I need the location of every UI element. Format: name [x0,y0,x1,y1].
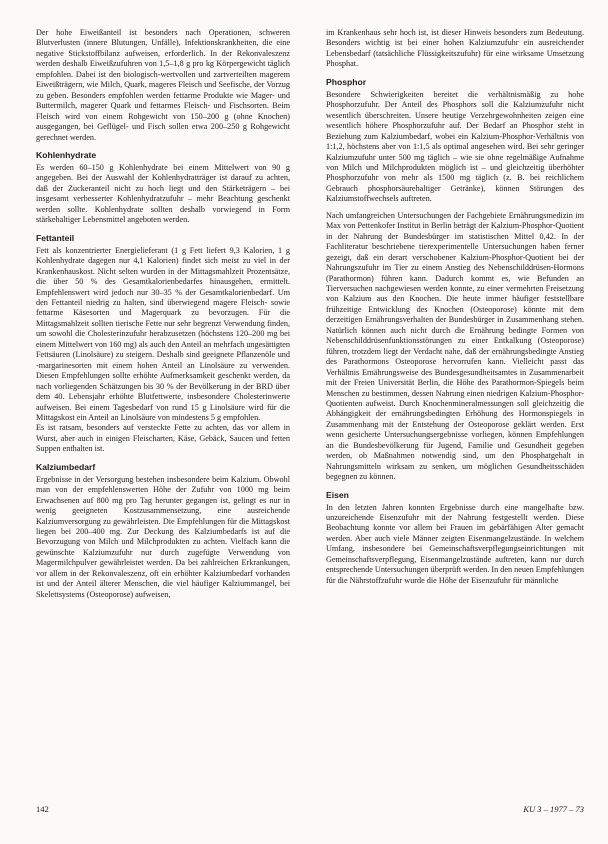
journal-reference: KU 3 – 1977 – 73 [523,804,584,814]
paragraph: im Krankenhaus sehr hoch ist, ist dieser Hinweis besonders zum Bedeutung. Besonders wichtig ist bei einer hohen Kalziumzufuhr ein ausreichender Lebensbedarf (tatsächliche Flüssigkeitszufuhr) für eine wirksame Umsetzung Phosphat. [326,28,584,69]
paragraph: Besondere Schwierigkeiten bereitet die verhältnismäßig zu hohe Phosphorzufuhr. Der Anteil des Phosphors soll die Kalziumzufuhr nicht wesentlich überschreiten. Unsere heutige Verzehrgewohnheiten zeigen eine wesentlich höhere Phosphorzufuhr auf. Der Bedarf an Phosphor steht in Beziehung zum Kalziumbedarf, wobei ein Kalzium-Phosphor-Verhältnis von 1:1,2, höchstens aber von 1:1,5 als optimal angesehen wird. Bei sehr geringer Kalziumzufuhr unter 500 mg täglich – wie sie ohne regelmäßige Aufnahme von Milch und Milchprodukten möglich ist – und gleichzeitig überhöhter Phosphorzufuhr von mehr als 1500 mg täglich (z. B. bei reichlichem Gebrauch phosphorsäurehaltiger Getränke), können Störungen des Kalziumstoffwechsels auftreten. [326,89,584,204]
paragraph: In den letzten Jahren konnten Ergebnisse durch eine mangelhafte bzw. unzureichende Eisenzufuhr mit der Nahrung festgestellt werden. Diese Beobachtung konnte vor allem bei Frauen im gebärfähigen Alter gemacht werden. Aber auch viele Männer zeigten Eisenmangelzustände. In welchem Umfang, insbesondere bei Gemeinschaftsverpflegungseinrichtungen mit Gemeinschaftsverpflegung, Eisenmangelzustände auftreten, kann nur durch entsprechende Untersuchungen überprüft werden. In den neuen Empfehlungen für die Nährstoffzufuhr wurde die Höhe der Eisenzufuhr für männliche [326,502,584,585]
paragraph: Fett als konzentrierter Energielieferant (1 g Fett liefert 9,3 Kalorien, 1 g Kohlenhydrate dagegen nur 4,1 Kalorien) findet sich meist zu viel in der Krankenhauskost. Nicht selten wurden in der Mittagsmahlzeit Prozentsätze, die über 50 % des Gesamtkalorienbedarfes hinausgehen, ermittelt. Empfehlenswert wird jedoch nur 30–35 % der Gesamtkalorienbedarf. Um den Fettanteil niedrig zu halten, sind überwiegend magere Fleisch- sowie fettarme Käsesorten und Magerquark zu bevorzugen. Für die Mittagsmahlzeit sollten tierische Fette nur sehr begrenzt Verwendung finden, um sowohl die Cholesterinzufuhr herabzusetzen (höchstens 120–200 mg bei einem Mittelwert von 160 mg) als auch den Anteil an mehrfach ungesättigten Fettsäuren (Linolsäure) zu steigern. Deshalb sind geeignete Pflanzenöle und -margarinesorten mit einem hohen Anteil an Linolsäure zu verwenden. Diesen Empfehlungen sollte erhöhte Aufmerksamkeit geschenkt werden, da nach vorliegenden Schätzungen bis 30 % der Bevölkerung in der BRD über dem 40. Lebensjahr erhöhte Blutfettwerte, insbesondere Cholesterinwerte aufweisen. Bei einem Tagesbedarf von rund 15 g Linolsäure wird für die Mittagskost ein Anteil an Linolsäure von mindestens 5 g empfohlen. [36,245,290,422]
paragraph: Nach umfangreichen Untersuchungen der Fachgebiete Ernährungsmedizin im Max von Pettenkofer Institut in Berlin beträgt der Kalzium-Phosphor-Quotient in der Nahrung der Bundesbürger im statistischen Mittel 0,42. In der Fachliteratur beschriebene tierexperimentelle Untersuchungen haben ferner gezeigt, daß ein derart verschobener Kalzium-Phosphor-Quotient bei der Nahrungszufuhr im Tier zu einem Anstieg des Nebenschilddrüsen-Hormons (Parathormon) führen kann. Dadurch kommt es, wie Befunden an Tierversuchen nachgewiesen werden konnte, zu einer vermehrten Freisetzung von Kalzium aus den Knochen. Die heute immer häufiger feststellbare frühzeitige Entwicklung des Knochen (Osteoporose) könnte mit dem derzeitigen Ernährungsverhalten der Bundesbürger in Zusammenhang stehen. Natürlich können auch nicht durch die Ernährung bedingte Formen von Nebenschilddrüsenfunktionsstörungen zu einer Entkalkung (Osteoporose) führen, trotzdem liegt der Verdacht nahe, daß der ernährungsbedingte Anstieg des Parathormons Osteoporose hervorrufen kann. Vielleicht passt das Verhältnis Ernährungsweise des Bundesgesundheitsamtes in Zusammenarbeit mit der Freien Universität Berlin, die Höhe des Parathormon-Spiegels beim Menschen zu bestimmen, dessen Nahrung einen niedrigen Kalzium-Phosphor-Quotienten aufweist. Durch Knochenmineralmessungen soll gleichzeitig die Abhängigkeit der ernährungsbedingten Erhöhung des Hormonspiegels in Zusammenhang mit der Entstehung der Osteoporose geklärt werden. Erst wenn gesicherte Untersuchungsergebnisse vorliegen, können Empfehlungen an die Bundesbevölkerung für Jugend, Familie und Gesundheit gegeben werden, ob Maßnahmen notwendig sind, um den Phosphatgehalt in Nahrungsmitteln wirksam zu senken, um möglichen Gesundheitsschäden begegnen zu können. [326,210,584,482]
page-number: 142 [36,804,49,814]
paragraph: Es werden 60–150 g Kohlenhydrate bei einem Mittelwert von 90 g angegeben. Bei der Auswahl der Kohlenhydratträger ist darauf zu achten, daß der Zuckeranteil nicht zu hoch liegt und den Stärketrägern – bei insgesamt verbesserter Kohlenhydratzufuhr – mehr Beachtung geschenkt werden sollte. Kohlenhydrate sollten deshalb vorwiegend in Form stärkehaltiger Lebensmittel angeboten werden. [36,162,290,225]
section-heading-eisen: Eisen [326,489,349,500]
section-heading-kohlenhydrate: Kohlenhydrate [36,149,97,160]
right-column [326,28,584,586]
section-heading-fettanteil: Fettanteil [36,232,75,243]
section-heading-phosphor: Phosphor [326,76,367,87]
section-heading-kalziumbedarf: Kalziumbedarf [36,461,96,472]
paragraph: Der hohe Eiweißanteil ist besonders nach Operationen, schweren Blutverlusten (innere Blutungen, Unfälle), Infektionskrankheiten, die eine negative Stickstoffbilanz aufweisen, erforderlich. In der Rekonvaleszenz werden deshalb Eiweißzufuhren von 1,5–1,8 g pro kg Körpergewicht täglich empfohlen. Dabei ist den biologisch-wertvollen und zartverteilten magerem Eiweißträgern, wie Milch, Quark, mageres Fleisch und Seefische, der Vorzug zu geben. Besonders empfohlen werden fettarme Produkte wie Mager- und Buttermilch, magerer Quark und fettarmes Fleisch- und Fischsorten. Beim Fleisch wird von einem Rohgewicht von 150–200 g (ohne Knochen) ausgegangen, bei Geflügel- und Fisch sollen etwa 200–250 g Rohgewicht gerechnet werden. [36,28,290,142]
paragraph: Es ist ratsam, besonders auf versteckte Fette zu achten, das vor allem in Wurst, aber auch in einigen Fleischarten, Käse, Gebäck, Saucen und fetten Suppen enthalten ist. [36,423,290,454]
left-column [36,28,290,600]
paragraph: Ergebnisse in der Versorgung bestehen insbesondere beim Kalzium. Obwohl man von der empfehlenswerten Höhe der Zufuhr von 1000 mg beim Erwachsenen auf 800 mg pro Tag herunter gegangen ist, gelingt es nur in wenig geeigneten Kostzusammensetzung, eine ausreichende Kalziumversorgung zu gewährleisten. Die Empfehlungen für die Mittagskost liegen bei 200–400 mg. Zur Deckung des Kalziumbedarfs ist auf die Bevorzugung von Milch und Milchprodukten zu achten. Vielfach kann die gewünschte Kalziumzufuhr nur durch zugefügte Verwendung von Magermilchpulver gewährleistet werden. Da bei zahlreichen Erkrankungen, vor allem in der Rekonvaleszenz, oft ein erhöhter Kalziumbedarf vorhanden ist und der Anteil älterer Menschen, die viel häufiger Kalziummangel, bei Skelettsystems (Osteoporose) aufweisen, [36,474,290,599]
page-footer [36,804,584,816]
